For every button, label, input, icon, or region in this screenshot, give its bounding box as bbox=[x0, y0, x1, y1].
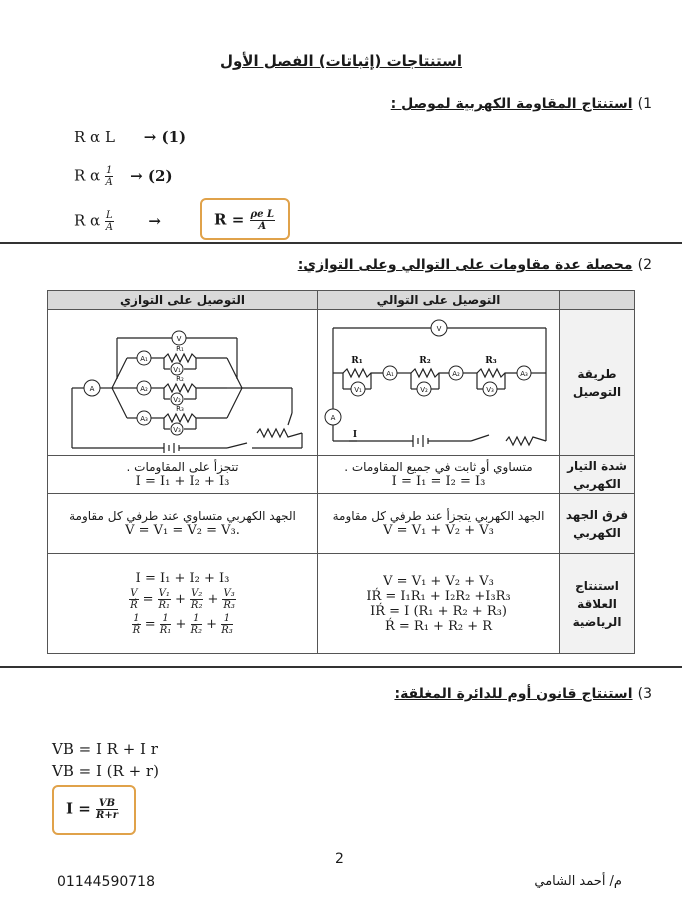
series-current-text: متساوي أو ثابت في جميع المقاومات . bbox=[344, 460, 533, 474]
parallel-v1-label: V₁ bbox=[172, 365, 181, 374]
equation-r-alpha-l-over-a: R α $\frac{L}{A}$ → bbox=[74, 210, 161, 233]
col-parallel-header: التوصيل على التوازي bbox=[48, 291, 318, 310]
ohm-equation-1: VB = I R + I r bbox=[52, 740, 158, 758]
phone-number: 01144590718 bbox=[57, 874, 155, 890]
series-math-line-2: IŔ = I₁R₁ + I₂R₂ +I₃R₃ bbox=[366, 588, 511, 604]
series-voltage-equation: V = V₁ + V₂ + V₃ bbox=[383, 523, 494, 538]
series-r2-label: R₂ bbox=[418, 355, 431, 366]
parallel-math-line: I = I₁ + I₂ + I₃ bbox=[135, 571, 230, 586]
parallel-v3-label: V₃ bbox=[172, 425, 181, 434]
parallel-r1-label: R₁ bbox=[175, 344, 184, 353]
row-current-label: شدة التيار الكهربي bbox=[560, 456, 635, 494]
series-voltmeter-label: V bbox=[436, 324, 441, 333]
series-circuit-diagram bbox=[321, 313, 557, 453]
parallel-circuit-diagram bbox=[52, 313, 314, 453]
series-voltage-cell bbox=[318, 494, 560, 554]
section1-header bbox=[391, 93, 652, 112]
parallel-ammeter-label: A bbox=[89, 384, 94, 393]
page-number: 2 bbox=[335, 851, 344, 867]
row-math-label: استنتاج العلاقة الرياضية bbox=[560, 554, 635, 654]
series-ammeter-label: A bbox=[330, 413, 335, 422]
series-r1-label: R₁ bbox=[350, 355, 363, 366]
col-series-header: التوصيل على التوالي bbox=[318, 291, 560, 310]
series-v3-label: V₃ bbox=[485, 385, 494, 394]
equation-r-alpha-l: R α L → (1) bbox=[74, 128, 187, 146]
resistors-comparison-table bbox=[47, 290, 635, 654]
parallel-current-cell bbox=[48, 456, 318, 494]
section3-heading: استنتاج قانون أوم للدائرة المغلقة: bbox=[394, 686, 633, 702]
row-voltage-label: فرق الجهد الكهربي bbox=[560, 494, 635, 554]
section2-number: 2) bbox=[637, 257, 652, 273]
parallel-current-text: تتجزأ على المقاومات . bbox=[126, 460, 239, 474]
row-connection-method-label: طريقة التوصيل bbox=[560, 310, 635, 456]
col-blank-header bbox=[560, 291, 635, 310]
parallel-circuit-cell bbox=[48, 310, 318, 456]
author-name: م/ أحمد الشامي bbox=[534, 874, 622, 889]
series-circuit-cell bbox=[318, 310, 560, 456]
parallel-math-cell bbox=[48, 554, 318, 654]
parallel-math-reciprocal: $\frac{1}{Ŕ}$ = $\frac{1}{\text{R₁}}$ + $\frac{1}{\text{R₂}}$ + $\frac{1}{\text{R₃}}$ bbox=[132, 613, 233, 636]
section3-number: 3) bbox=[637, 686, 652, 702]
parallel-voltage-cell bbox=[48, 494, 318, 554]
series-v2-label: V₂ bbox=[419, 385, 428, 394]
series-math-line-4: Ŕ = R₁ + R₂ + R bbox=[384, 618, 493, 634]
parallel-a1-label: A₁ bbox=[139, 354, 148, 363]
equation-r-alpha-inv-a: R α $\frac{1}{A}$ → (2) bbox=[74, 165, 173, 188]
series-current-label: I bbox=[352, 429, 357, 440]
section1-heading: استنتاج المقاومة الكهربية لموصل : bbox=[390, 96, 633, 112]
series-current-equation: I = I₁ = I₂ = I₃ bbox=[391, 474, 486, 489]
section3-header bbox=[394, 683, 652, 702]
parallel-a3-label: A₃ bbox=[139, 414, 148, 423]
section1-number: 1) bbox=[637, 96, 652, 112]
series-v1-label: V₁ bbox=[353, 385, 362, 394]
parallel-v2-label: V₂ bbox=[172, 395, 181, 404]
section2-header bbox=[298, 254, 652, 273]
parallel-voltmeter-label: V bbox=[176, 334, 181, 343]
ohm-equation-2: VB = I (R + r) bbox=[52, 762, 159, 780]
divider-1 bbox=[0, 242, 682, 244]
series-voltage-text: الجهد الكهربي يتجزأ عند طرفي كل مقاومة bbox=[332, 509, 545, 523]
parallel-a2-label: A₂ bbox=[139, 384, 148, 393]
series-a3-label: A₃ bbox=[519, 369, 528, 378]
parallel-math-v-over-r: $\frac{V}{Ŕ}$ = $\frac{\text{V₁}}{\text{R₁}}$ + $\frac{\text{V₂}}{\text{R₂}}$ + $\frac{\text{V₃}}{\text{R₃}}$ bbox=[130, 588, 235, 611]
series-a2-label: A₂ bbox=[451, 369, 460, 378]
series-a1-label: A₁ bbox=[385, 369, 394, 378]
parallel-r2-label: R₂ bbox=[175, 374, 184, 383]
parallel-voltage-equation: V = V₁ = V₂ = V₃. bbox=[125, 523, 240, 538]
section2-heading: محصلة عدة مقاومات على التوالي وعلى التوازي: bbox=[297, 257, 633, 273]
parallel-voltage-text: الجهد الكهربي متساوي عند طرفي كل مقاومة bbox=[69, 509, 296, 523]
series-math-line-1: V = V₁ + V₂ + V₃ bbox=[383, 573, 494, 589]
page-title: استنتاجات (إثباتات) الفصل الأول bbox=[219, 52, 463, 70]
parallel-current-equation: I = I₁ + I₂ + I₃ bbox=[135, 474, 230, 489]
divider-2 bbox=[0, 666, 682, 668]
series-current-cell bbox=[318, 456, 560, 494]
series-math-cell bbox=[318, 554, 560, 654]
series-r3-label: R₃ bbox=[484, 355, 497, 366]
ohm-result-box: I = $\frac{VB}{R+r}$ bbox=[52, 785, 136, 835]
resistance-result-box: R = $\frac{\text{ρe L}}{A}$ bbox=[200, 198, 290, 240]
parallel-r3-label: R₃ bbox=[175, 404, 184, 413]
series-math-line-3: IŔ = I (R₁ + R₂ + R₃) bbox=[370, 603, 507, 619]
